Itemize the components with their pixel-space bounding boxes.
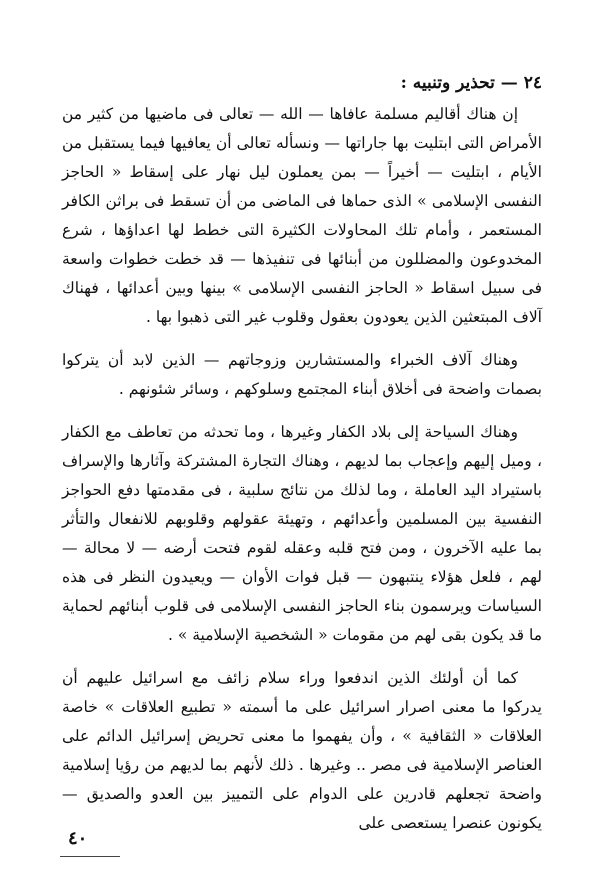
paragraph-4: كما أن أولئك الذين اندفعوا وراء سلام زائف مع اسرائيل عليهم أن يدركوا ما معنى اصرار اسرائيل على ما أسمته « تطبيع العلاقات » خاصة العلاقات « الثقافية » ، وأن يفهموا ما معنى تحريض إسرائيل الدائم على العناصر الإسلامية فى مصر .. وغيرها . ذلك لأنهم بما لديهم من رؤيا إسلامية واضحة تجعلهم قادرين على الدوام على التمييز بين العدو والصديق — يكونون عنصرا يستعصى على [62, 669, 542, 832]
paragraph-3: وهناك السياحة إلى بلاد الكفار وغيرها ، وما تحدثه من تعاطف مع الكفار ، وميل إليهم وإعجاب بما لديهم ، وهناك التجارة المشتركة وآثارها والإسراف باستيراد اليد العاملة ، وما لذلك من نتائج سلبية ، فى مقدمتها دفع الحواجز النفسية بين المسلمين وأعدائهم ، وتهيئة عقولهم وقلوبهم للانفعال والتأثر بما عليه الآخرون ، ومن فتح قلبه وعقله لقوم فتحت أرضه — لا محالة — لهم ، فلعل هؤلاء ينتبهون — قبل فوات الأوان — ويعيدون النظر فى هذه السياسات ويرسمون بناء الحاجز النفسى الإسلامى فى قلوب أبنائهم لحماية ما قد يكون بقى لهم من مقومات « الشخصية الإسلامية » . [62, 423, 542, 644]
page-number: ٤٠ [68, 828, 88, 849]
section-heading: ٢٤ — تحذير وتنبيه : [400, 73, 542, 93]
page-body [62, 70, 542, 852]
paragraph-2: وهناك آلاف الخبراء والمستشارين وزوجاتهم — الذين لابد أن يتركوا بصمات واضحة فى أخلاق أبناء المجتمع وسلوكهم ، وسائر شئونهم . [62, 351, 542, 398]
page-number-rule [60, 856, 120, 857]
paragraph-1: إن هناك أقاليم مسلمة عافاها — الله — تعالى فى ماضيها من كثير من الأمراض التى ابتليت بها جاراتها — ونسأله تعالى أن يعافيها فيما يستقبل من الأيام ، ابتليت — أخيراً — بمن يعملون ليل نهار على إسقاط « الحاجز النفسى الإسلامى » الذى حماها فى الماضى من أن تسقط فى براثن الكافر المستعمر ، وأمام تلك المحاولات الكثيرة التى خطط لها اعداؤها ، شرع المخدوعون والمضللون من أبنائها فى تنفيذها — قد خطت خطوات واسعة فى سبيل اسقاط « الحاجز النفسى الإسلامى » بينها وبين أعدائها ، فهناك آلاف المبتعثين الذين يعودون بعقول وقلوب غير التى ذهبوا بها . [62, 105, 542, 326]
